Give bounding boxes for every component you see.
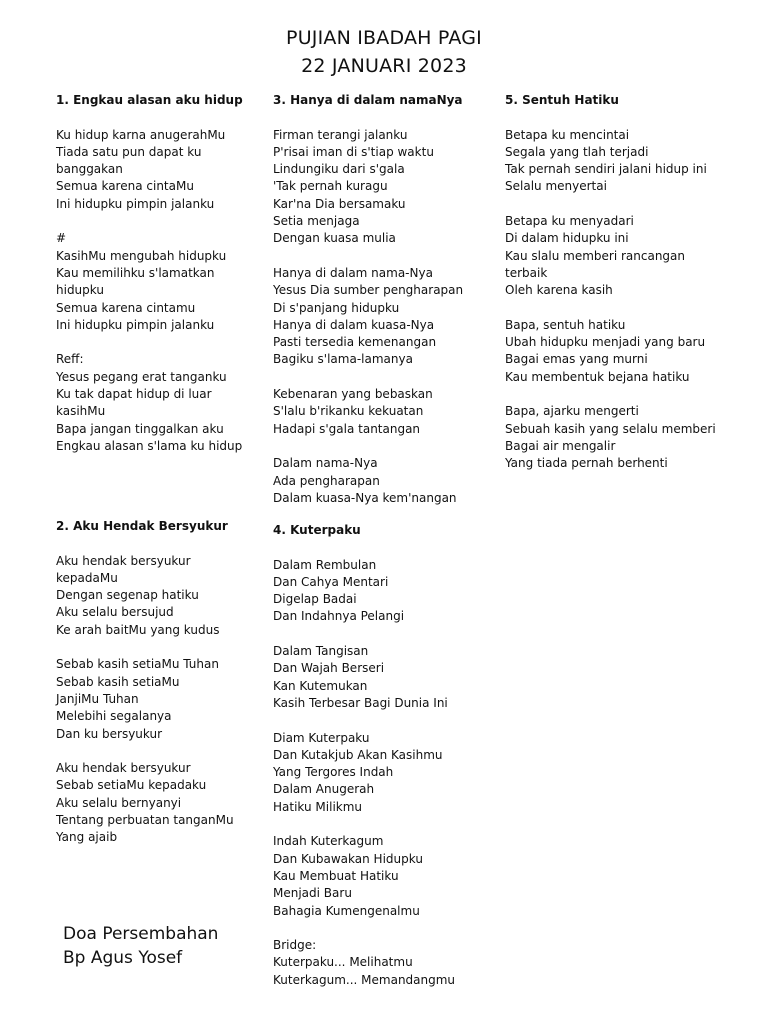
lyric-line: Firman terangi jalanku (273, 127, 408, 142)
lyric-line: Betapa ku mencintai (505, 127, 630, 142)
song-title: 5. Sentuh Hatiku (505, 93, 619, 107)
lyric-line: Betapa ku menyadari (505, 214, 634, 229)
lyric-line: Bridge: (273, 938, 317, 953)
lyric-line: banggakan (56, 162, 123, 177)
song-4 (273, 522, 488, 989)
lyric-line: Semua karena cintaMu (56, 179, 194, 194)
stanza (56, 230, 256, 334)
lyric-line: Bapa, ajarku mengerti (505, 404, 639, 419)
lyric-line: Aku hendak bersyukur (56, 761, 191, 776)
column-right (505, 92, 730, 473)
lyric-line: Semua karena cintamu (56, 300, 196, 315)
lyric-line: Melebihi segalanya (56, 709, 172, 724)
lyric-line: Ubah hidupku menjadi yang baru (505, 335, 706, 350)
lyric-line: Hanya di dalam nama-Nya (273, 265, 433, 280)
lyric-line: Sebab kasih setiaMu Tuhan (56, 657, 219, 672)
lyric-line: Dalam Tangisan (273, 644, 369, 659)
song-title: 2. Aku Hendak Bersyukur (56, 519, 228, 533)
lyric-line: Kau slalu memberi rancangan (505, 248, 685, 263)
stanza (56, 760, 256, 846)
lyric-line: Bagiku s'lama-lamanya (273, 352, 413, 367)
lyric-line: Kan Kutemukan (273, 678, 368, 693)
lyric-line: Yang tiada pernah berhenti (505, 456, 668, 471)
lyric-line: Selalu menyertai (505, 179, 607, 194)
lyric-line: Tiada satu pun dapat ku (56, 144, 202, 159)
stanza (56, 127, 256, 213)
lyric-line: KasihMu mengubah hidupku (56, 248, 227, 263)
lyric-line: Dengan kuasa mulia (273, 231, 396, 246)
stanza (273, 127, 488, 248)
lyric-line: Indah Kuterkagum (273, 834, 384, 849)
lyric-line: Engkau alasan s'lama ku hidup (56, 438, 243, 453)
lyric-line: kasihMu (56, 404, 106, 419)
stanza-gap (273, 248, 488, 265)
lyric-line: Dan Wajah Berseri (273, 661, 385, 676)
stanza (505, 403, 730, 472)
lyric-line: Ini hidupku pimpin jalanku (56, 196, 215, 211)
stanza (56, 553, 256, 639)
lyric-line: Kuterpaku... Melihatmu (273, 955, 413, 970)
song-title: 1. Engkau alasan aku hidup (56, 93, 243, 107)
song-5 (505, 92, 730, 473)
lyric-line: Tak pernah sendiri jalani hidup ini (505, 162, 707, 177)
lyric-line: Oleh karena kasih (505, 283, 613, 298)
lyric-line: Dalam Anugerah (273, 782, 375, 797)
stanza (273, 455, 488, 507)
stanza (273, 557, 488, 626)
lyric-line: Dan Kutakjub Akan Kasihmu (273, 747, 443, 762)
lyric-line: Pasti tersedia kemenangan (273, 335, 437, 350)
lyric-line: Dan Kubawakan Hidupku (273, 851, 423, 866)
stanza-gap (505, 196, 730, 213)
lyric-line: Aku selalu bernyanyi (56, 795, 182, 810)
lyric-line: Menjadi Baru (273, 886, 352, 901)
lyric-line: Yesus Dia sumber pengharapan (273, 283, 464, 298)
stanza-gap (273, 369, 488, 386)
stanza-gap (505, 386, 730, 403)
lyric-line: Yang ajaib (56, 830, 118, 845)
lyric-line: Ke arah baitMu yang kudus (56, 622, 220, 637)
lyric-line: Segala yang tlah terjadi (505, 144, 649, 159)
song-1 (56, 92, 256, 455)
lyric-line: 'Tak pernah kuragu (273, 179, 388, 194)
lyric-line: Kar'na Dia bersamaku (273, 196, 406, 211)
footer-prayer-label: Doa Persembahan (63, 924, 219, 944)
song-2 (56, 518, 256, 847)
lyric-line: Dan Indahnya Pelangi (273, 609, 405, 624)
lyric-line: Dalam Rembulan (273, 557, 377, 572)
lyric-line: Ini hidupku pimpin jalanku (56, 317, 215, 332)
lyric-line: Dalam kuasa-Nya kem'nangan (273, 490, 457, 505)
column-left (56, 92, 256, 845)
stanza-gap (56, 639, 256, 656)
lyric-line: P'risai iman di s'tiap waktu (273, 144, 434, 159)
lyric-line: Lindungiku dari s'gala (273, 162, 405, 177)
lyric-line: Dan ku bersyukur (56, 726, 163, 741)
page-title: PUJIAN IBADAH PAGI (286, 27, 482, 49)
stanza-gap (273, 920, 488, 937)
lyric-line: Tentang perbuatan tanganMu (56, 813, 234, 828)
stanza (273, 937, 488, 989)
lyric-line: Bapa, sentuh hatiku (505, 317, 626, 332)
lyric-line: Yang Tergores Indah (273, 765, 394, 780)
lyric-line: terbaik (505, 265, 548, 280)
song-title: 4. Kuterpaku (273, 523, 361, 537)
lyric-line: Hadapi s'gala tantangan (273, 421, 421, 436)
lyric-line: # (56, 231, 67, 246)
lyric-line: Kau memilihku s'lamatkan (56, 265, 215, 280)
lyric-line: Digelap Badai (273, 592, 357, 607)
stanza (273, 265, 488, 369)
lyric-line: kepadaMu (56, 570, 118, 585)
stanza (56, 656, 256, 742)
lyric-line: S'lalu b'rikanku kekuatan (273, 404, 424, 419)
lyric-line: Yesus pegang erat tanganku (56, 369, 227, 384)
lyric-line: Kau membentuk bejana hatiku (505, 369, 690, 384)
song-title: 3. Hanya di dalam namaNya (273, 93, 463, 107)
stanza (273, 386, 488, 438)
lyric-line: Bagai air mengalir (505, 438, 616, 453)
lyric-line: Ku tak dapat hidup di luar (56, 387, 212, 402)
lyric-line: Sebuah kasih yang selalu memberi (505, 421, 716, 436)
lyric-line: Hatiku Milikmu (273, 799, 363, 814)
stanza-gap (273, 626, 488, 643)
lyric-line: Bagai emas yang murni (505, 352, 648, 367)
lyric-line: Aku hendak bersyukur (56, 553, 191, 568)
lyric-line: Hanya di dalam kuasa-Nya (273, 317, 435, 332)
stanza-gap (56, 334, 256, 351)
stanza (505, 213, 730, 299)
lyric-line: Di dalam hidupku ini (505, 231, 629, 246)
stanza (273, 643, 488, 712)
stanza (273, 730, 488, 816)
lyric-line: Reff: (56, 352, 84, 367)
lyric-line: Kasih Terbesar Bagi Dunia Ini (273, 695, 448, 710)
lyric-line: Kuterkagum... Memandangmu (273, 972, 456, 987)
lyric-line: Bahagia Kumengenalmu (273, 903, 420, 918)
stanza (505, 127, 730, 196)
stanza (505, 317, 730, 386)
lyric-line: Aku selalu bersujud (56, 605, 174, 620)
lyric-line: JanjiMu Tuhan (56, 691, 139, 706)
lyric-line: Dengan segenap hatiku (56, 588, 199, 603)
song-3 (273, 92, 488, 507)
lyric-line: Di s'panjang hidupku (273, 300, 400, 315)
page-date: 22 JANUARI 2023 (301, 55, 467, 77)
lyric-line: Dan Cahya Mentari (273, 574, 389, 589)
stanza (273, 833, 488, 919)
stanza-gap (273, 712, 488, 729)
lyric-line: Setia menjaga (273, 214, 360, 229)
lyric-line: Ku hidup karna anugerahMu (56, 127, 226, 142)
lyric-line: Dalam nama-Nya (273, 456, 378, 471)
lyric-line: hidupku (56, 283, 104, 298)
lyric-line: Kebenaran yang bebaskan (273, 387, 433, 402)
stanza-gap (56, 213, 256, 230)
lyric-line: Sebab kasih setiaMu (56, 674, 180, 689)
lyric-line: Bapa jangan tinggalkan aku (56, 421, 224, 436)
lyric-line: Ada pengharapan (273, 473, 380, 488)
column-middle (273, 92, 488, 987)
lyric-line: Sebab setiaMu kepadaku (56, 778, 207, 793)
stanza-gap (56, 743, 256, 760)
lyric-line: Kau Membuat Hatiku (273, 868, 399, 883)
footer (63, 922, 218, 970)
stanza (56, 351, 256, 455)
lyric-line: Diam Kuterpaku (273, 730, 370, 745)
stanza-gap (273, 816, 488, 833)
footer-leader-name: Bp Agus Yosef (63, 948, 183, 968)
stanza-gap (273, 438, 488, 455)
stanza-gap (505, 300, 730, 317)
